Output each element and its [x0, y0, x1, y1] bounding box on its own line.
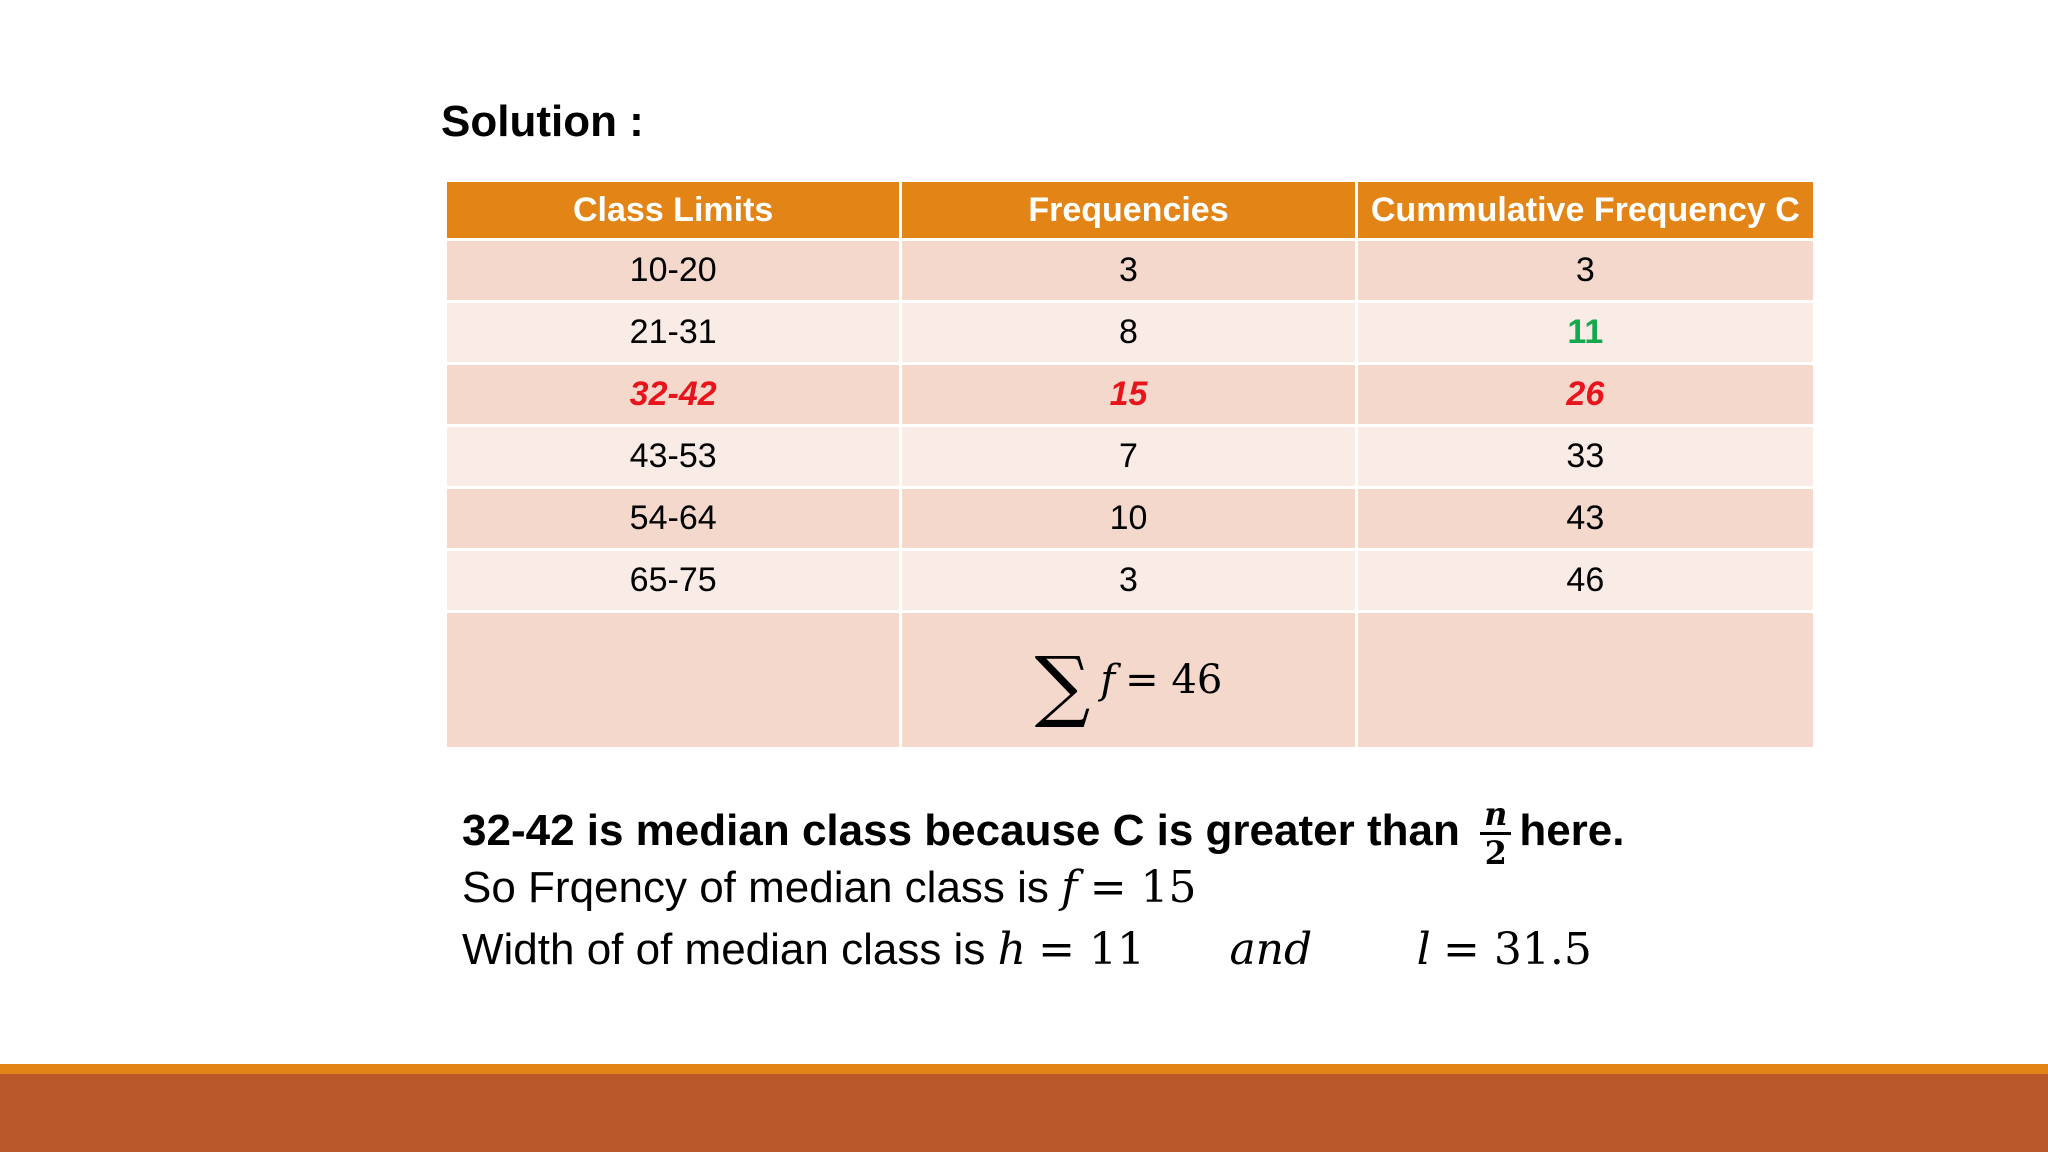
n-over-2-fraction — [1480, 796, 1511, 871]
cumulative-cell: 3 — [1358, 241, 1813, 303]
median-class-statement — [462, 795, 1962, 872]
cumulative-cell: 46 — [1358, 551, 1813, 613]
frequency-text: So Frqency of median class is — [462, 863, 1049, 912]
table-header-row — [447, 182, 1813, 241]
explanation-notes — [462, 796, 1962, 982]
cumulative-cell-median: 26 — [1358, 365, 1813, 427]
width-statement — [462, 920, 1962, 982]
cumulative-cell-highlight: 11 — [1358, 303, 1813, 365]
header-frequencies: Frequencies — [902, 182, 1357, 241]
table-row — [447, 303, 1813, 365]
fraction-denominator: 2 — [1484, 834, 1507, 872]
class-limits-cell: 43-53 — [447, 427, 902, 489]
lower-limit-value: = 31.5 — [1442, 924, 1592, 975]
cumulative-cell: 43 — [1358, 489, 1813, 551]
table-row — [447, 551, 1813, 613]
footer-bar — [0, 1074, 2048, 1152]
header-cumulative-frequency: Cummulative Frequency C — [1358, 182, 1813, 241]
sum-variable: f — [1100, 657, 1116, 703]
frequency-variable: f — [1061, 862, 1078, 913]
table-row-median-class — [447, 365, 1813, 427]
frequency-cell: 8 — [902, 303, 1357, 365]
frequency-table — [447, 182, 1813, 750]
table-row — [447, 489, 1813, 551]
table-total-row — [447, 613, 1813, 750]
table-row — [447, 427, 1813, 489]
empty-cell — [1358, 613, 1813, 750]
footer-accent-stripe — [0, 1064, 2048, 1074]
class-limits-cell-median: 32-42 — [447, 365, 902, 427]
width-value: = 11 — [1038, 924, 1145, 975]
sum-value: = 46 — [1125, 657, 1223, 703]
cumulative-cell: 33 — [1358, 427, 1813, 489]
sigma-symbol: ∑ — [1034, 641, 1091, 731]
fraction-numerator: n — [1480, 796, 1511, 835]
lower-limit-variable: l — [1416, 924, 1431, 975]
frequency-value: = 15 — [1089, 862, 1197, 913]
empty-cell — [447, 613, 902, 750]
sum-frequency-cell — [902, 613, 1357, 750]
table-row — [447, 241, 1813, 303]
class-limits-cell: 54-64 — [447, 489, 902, 551]
width-variable: h — [997, 924, 1026, 975]
frequency-cell: 3 — [902, 551, 1357, 613]
and-word: and — [1229, 924, 1313, 975]
frequency-cell: 7 — [902, 427, 1357, 489]
median-class-tail: here. — [1519, 806, 1625, 856]
frequency-cell: 10 — [902, 489, 1357, 551]
frequency-statement — [462, 858, 1962, 920]
class-limits-cell: 21-31 — [447, 303, 902, 365]
class-limits-cell: 10-20 — [447, 241, 902, 303]
frequency-cell-median: 15 — [902, 365, 1357, 427]
solution-heading: Solution : — [441, 97, 644, 146]
header-class-limits: Class Limits — [447, 182, 902, 241]
frequency-cell: 3 — [902, 241, 1357, 303]
median-class-text: 32-42 is median class because C is greater than — [462, 806, 1460, 856]
sum-expression — [1034, 641, 1223, 731]
class-limits-cell: 65-75 — [447, 551, 902, 613]
width-text: Width of of median class is — [462, 925, 986, 974]
